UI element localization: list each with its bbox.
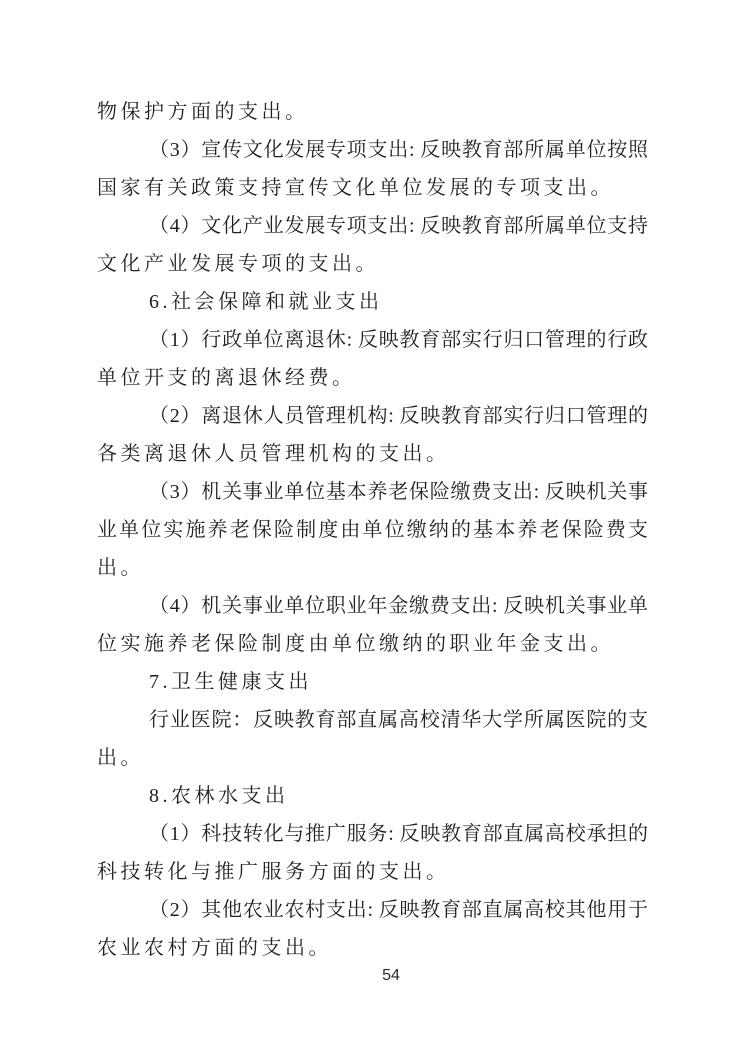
text-line: 行业医院：反映教育部直属高校清华大学所属医院的支 bbox=[149, 709, 648, 731]
text-line: 出。 bbox=[97, 557, 144, 579]
page-number: 54 bbox=[382, 967, 400, 984]
document-body bbox=[97, 93, 648, 967]
text-line: （3）宣传文化发展专项支出: 反映教育部所属单位按照 bbox=[149, 139, 648, 161]
text-line: 物保护方面的支出。 bbox=[97, 101, 309, 123]
text-line: （1）科技转化与推广服务: 反映教育部直属高校承担的 bbox=[149, 823, 648, 845]
text-line: 出。 bbox=[97, 747, 144, 769]
text-line: 文化产业发展专项的支出。 bbox=[97, 253, 379, 275]
text-line: 农业农村方面的支出。 bbox=[97, 937, 332, 959]
text-line: （1）行政单位离退休: 反映教育部实行归口管理的行政 bbox=[149, 329, 648, 351]
text-line: 8.农林水支出 bbox=[149, 785, 289, 807]
text-line: 业单位实施养老保险制度由单位缴纳的基本养老保险费支 bbox=[97, 519, 648, 541]
text-line: 位实施养老保险制度由单位缴纳的职业年金支出。 bbox=[97, 633, 614, 655]
text-line: 6.社会保障和就业支出 bbox=[149, 291, 383, 313]
text-line: 各类离退休人员管理机构的支出。 bbox=[97, 443, 450, 465]
text-line: 科技转化与推广服务方面的支出。 bbox=[97, 861, 450, 883]
text-line: （4）文化产业发展专项支出: 反映教育部所属单位支持 bbox=[149, 215, 648, 237]
text-line: （3）机关事业单位基本养老保险缴费支出: 反映机关事 bbox=[149, 481, 648, 503]
text-line: 国家有关政策支持宣传文化单位发展的专项支出。 bbox=[97, 177, 614, 199]
text-line: （2）其他农业农村支出: 反映教育部直属高校其他用于 bbox=[149, 899, 648, 921]
text-line: 单位开支的离退休经费。 bbox=[97, 367, 356, 389]
text-line: （2）离退休人员管理机构: 反映教育部实行归口管理的 bbox=[149, 405, 648, 427]
text-line: 7.卫生健康支出 bbox=[149, 671, 312, 693]
text-line: （4）机关事业单位职业年金缴费支出: 反映机关事业单 bbox=[149, 595, 648, 617]
